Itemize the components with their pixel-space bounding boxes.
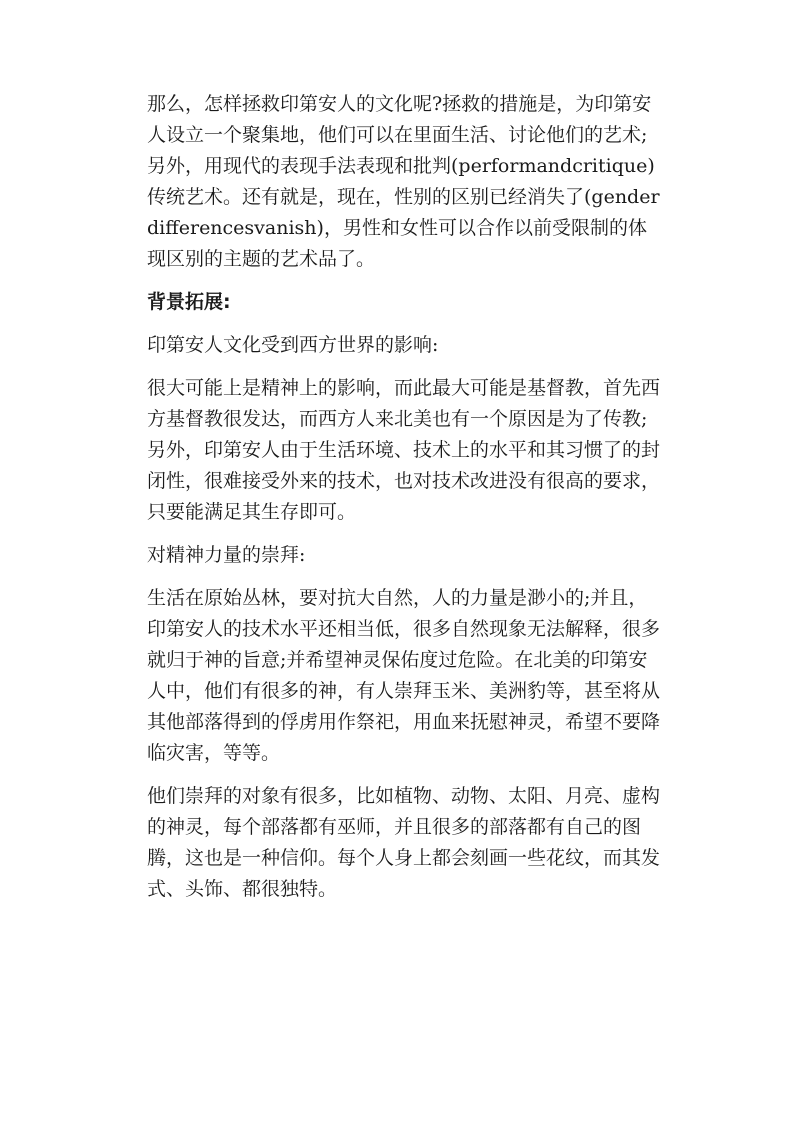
paragraph-spiritual-worship: 生活在原始丛林，要对抗大自然，人的力量是渺小的;并且，印第安人的技术水平还相当低，很多自然现象无法解释，很多就归于神的旨意;并希望神灵保佑度过危险。在北美的印第安人中，他们有很多的神，有人崇拜玉米、美洲豹等，甚至将从其他部落得到的俘虏用作祭祀，用血来抚慰神灵，希望不要降临灾害，等等。: [147, 587, 661, 764]
subheading-spiritual-worship: 对精神力量的崇拜:: [147, 544, 306, 566]
paragraph-worship-objects: 他们崇拜的对象有很多，比如植物、动物、太阳、月亮、虚构的神灵，每个部落都有巫师，并且很多的部落都有自己的图腾，这也是一种信仰。每个人身上都会刻画一些花纹，而其发式、头饰、都很独特。: [147, 785, 661, 900]
paragraph-rescue-culture: 那么，怎样拯救印第安人的文化呢?拯救的措施是，为印第安人设立一个聚集地，他们可以在里面生活、讨论他们的艺术;另外，用现代的表现手法表现和批判(performandcritique)传统艺术。还有就是，现在，性别的区别已经消失了(genderdifferencesvanish)，男性和女性可以合作以前受限制的体现区别的主题的艺术品了。: [147, 93, 660, 270]
section-heading-background: 背景拓展:: [147, 291, 231, 313]
subheading-western-influence: 印第安人文化受到西方世界的影响:: [147, 334, 439, 356]
paragraph-western-influence: 很大可能上是精神上的影响，而此最大可能是基督教，首先西方基督教很发达，而西方人来北美也有一个原因是为了传教;另外，印第安人由于生活环境、技术上的水平和其习惯了的封闭性，很难接受外来的技术，也对技术改进没有很高的要求，只要能满足其生存即可。: [147, 377, 661, 523]
document-body: [147, 89, 662, 905]
